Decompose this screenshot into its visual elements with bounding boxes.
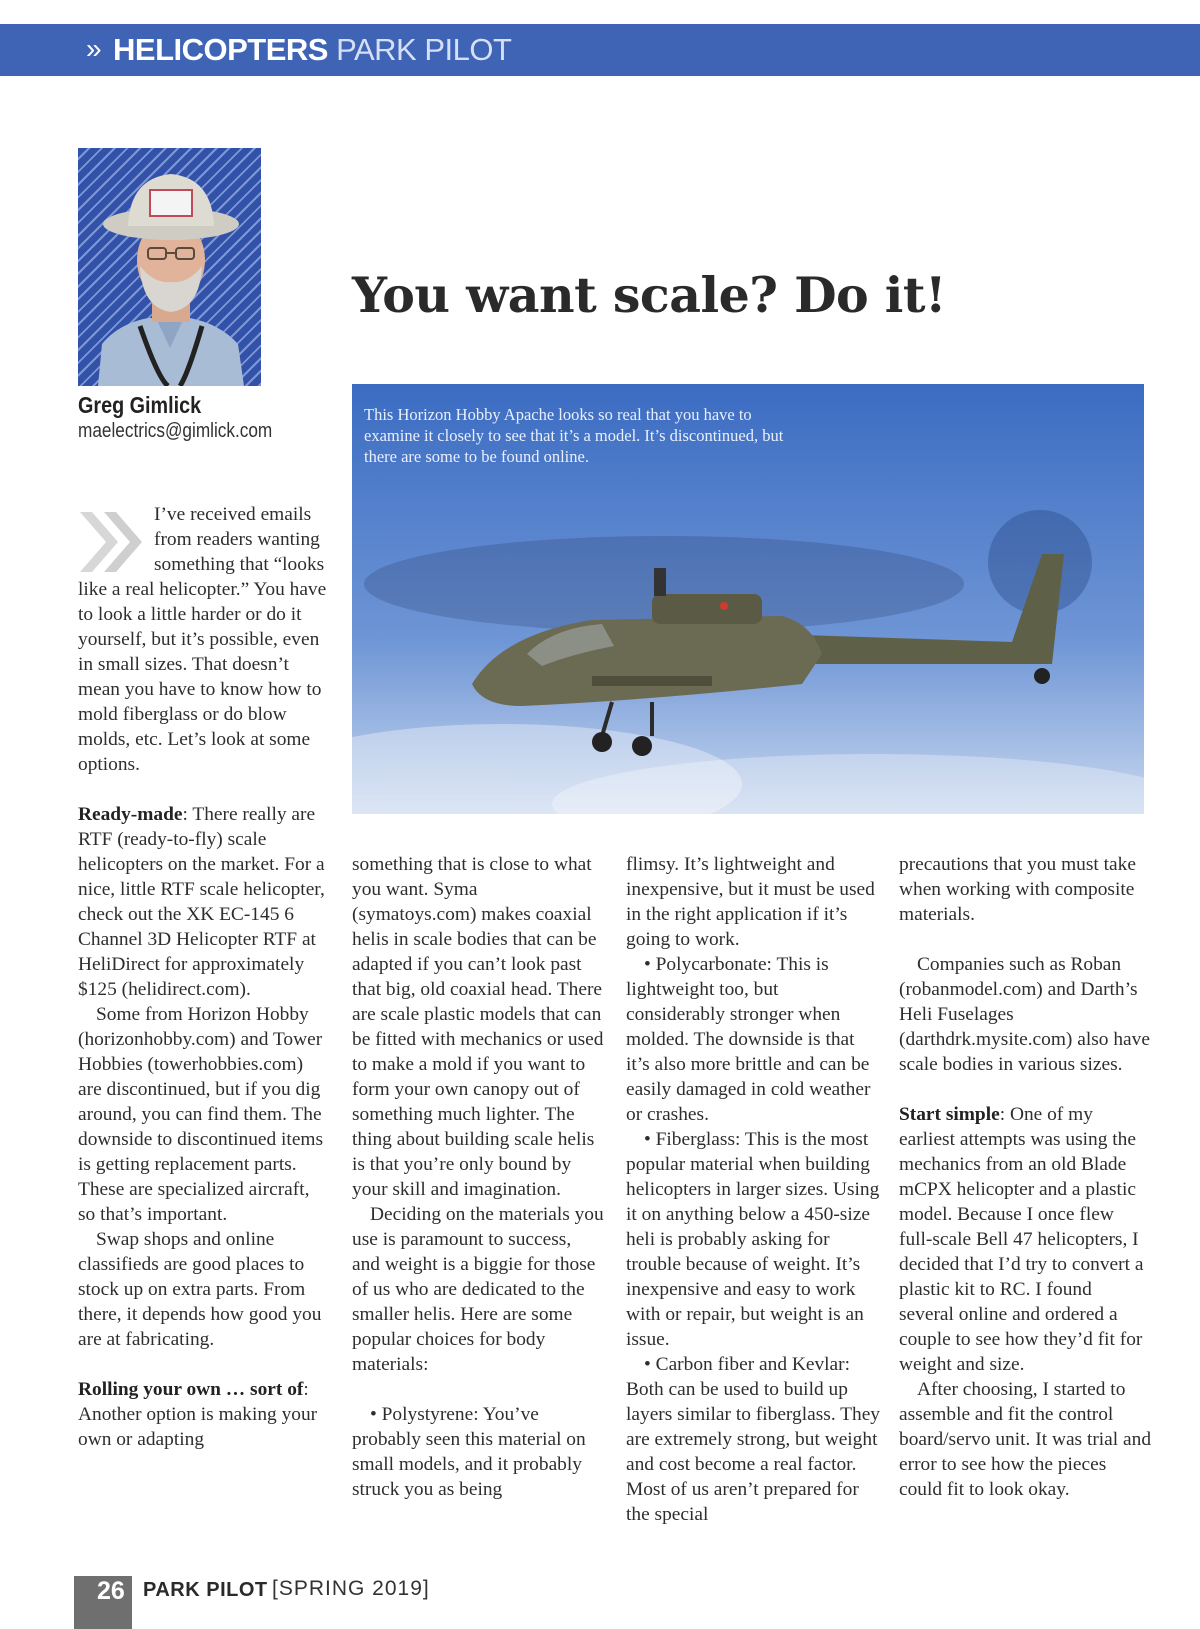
start-simple-heading: Start simple — [899, 1104, 1000, 1125]
author-email: maelectrics@gimlick.com — [78, 420, 273, 442]
flimsy-paragraph: flimsy. It’s lightweight and inexpensive, but it must be used in the right application if it’s going to work. — [626, 854, 875, 950]
hero-photo — [352, 384, 1144, 814]
intro-paragraph: I’ve received emails from readers wanting something that “looks like a real helicopter.” You have to look a little harder or do it yourself, but it’s possible, even in small sizes. That doesn’t mean you have to know how to mold fiberglass or do blow molds, etc. Let’s look at some options. — [78, 504, 327, 775]
double-chevron-dropcap-icon — [78, 508, 154, 576]
start-simple-body: : One of my earliest attempts was using the mechanics from an old Blade mCPX helicopter and a plastic model. Because I once flew full-scale Bell 47 helicopters, I decided that I’d try to convert a plastic kit to RC. I found several online and ordered a couple to see how they’d fit for weight and size. — [899, 1104, 1144, 1375]
article-column-2 — [352, 852, 604, 1502]
rolling-heading: Rolling your own … sort of — [78, 1379, 304, 1400]
precautions-paragraph: precautions that you must take when working with composite materials. — [899, 854, 1136, 925]
article-column-4 — [899, 852, 1151, 1502]
polystyrene-item: • Polystyrene: You’ve probably seen this material on small models, and it probably struck you as being — [352, 1404, 586, 1500]
polycarbonate-item: • Polycarbonate: This is lightweight too, but considerably stronger when molded. The downside is that it’s also more brittle and can be easily damaged in cold weather or crashes. — [626, 954, 871, 1125]
start-simple-paragraph — [899, 1102, 1151, 1377]
companies-paragraph: Companies such as Roban (robanmodel.com) and Darth’s Heli Fuselages (darthdrk.mysite.com) also have scale bodies in various sizes. — [899, 954, 1150, 1075]
swap-paragraph: Swap shops and online classifieds are good places to stock up on extra parts. From there, it depends how good you are at fabricating. — [78, 1229, 322, 1350]
article-column-1 — [78, 502, 330, 1452]
rolling-paragraph — [78, 1377, 330, 1452]
photo-caption: This Horizon Hobby Apache looks so real that you have to examine it closely to see that it’s a model. It’s discontinued, but there are some to be found online. — [364, 405, 784, 466]
after-choosing-paragraph: After choosing, I started to assemble and fit the control board/servo unit. It was trial and error to see how the pieces could fit to look okay. — [899, 1379, 1152, 1500]
issue-label: [SPRING 2019] — [272, 1577, 430, 1600]
section-banner — [0, 24, 1200, 76]
syma-paragraph: something that is close to what you want. Syma (symatoys.com) makes coaxial helis in scale bodies that can be adapted if you can’t look past that big, old coaxial head. There are scale plastic models that can be fitted with mechanics or used to make a mold if you want to form your own canopy out of something much lighter. The thing about building scale helis is that you’re only bound by your skill and imagination. — [352, 854, 604, 1200]
article-column-3 — [626, 852, 880, 1527]
readymade-paragraph — [78, 802, 330, 1002]
magazine-name: PARK PILOT — [143, 1579, 268, 1601]
carbon-kevlar-item: • Carbon fiber and Kevlar: Both can be used to build up layers similar to fiberglass. They are extremely strong, but weight and cost become a real factor. Most of us aren’t prepared for the special — [626, 1354, 880, 1525]
readymade-heading: Ready-made — [78, 804, 183, 825]
horizon-paragraph: Some from Horizon Hobby (horizonhobby.com) and Tower Hobbies (towerhobbies.com) are discontinued, but if you dig around, you can find them. The downside to discontinued items is getting replacement parts. These are specialized aircraft, so that’s important. — [78, 1004, 324, 1225]
fiberglass-item: • Fiberglass: This is the most popular material when building helicopters in larger sizes. Using it on anything below a 450-size heli is probably asking for trouble because of weight. It’s inexpensive and easy to work with or repair, but weight is an issue. — [626, 1129, 880, 1350]
author-name: Greg Gimlick — [78, 392, 202, 418]
readymade-body: : There really are RTF (ready-to-fly) scale helicopters on the market. For a nice, little RTF scale helicopter, check out the XK EC-145 6 Channel 3D Helicopter RTF at HeliDirect for approximately $125 (helidirect.com). — [78, 804, 325, 1000]
materials-paragraph: Deciding on the materials you use is paramount to success, and weight is a biggie for those of us who are dedicated to the smaller helis. Here are some popular choices for body materials: — [352, 1204, 604, 1375]
section-title — [113, 32, 511, 68]
double-chevron-icon: » — [86, 33, 102, 64]
rolling-body: : Another option is making your own or adapting — [78, 1379, 318, 1450]
section-category: HELICOPTERS — [113, 32, 328, 67]
author-portrait-icon — [78, 148, 261, 386]
page-number: 26 — [97, 1577, 125, 1605]
section-subtitle: PARK PILOT — [336, 32, 512, 67]
article-headline: You want scale? Do it! — [352, 266, 947, 324]
